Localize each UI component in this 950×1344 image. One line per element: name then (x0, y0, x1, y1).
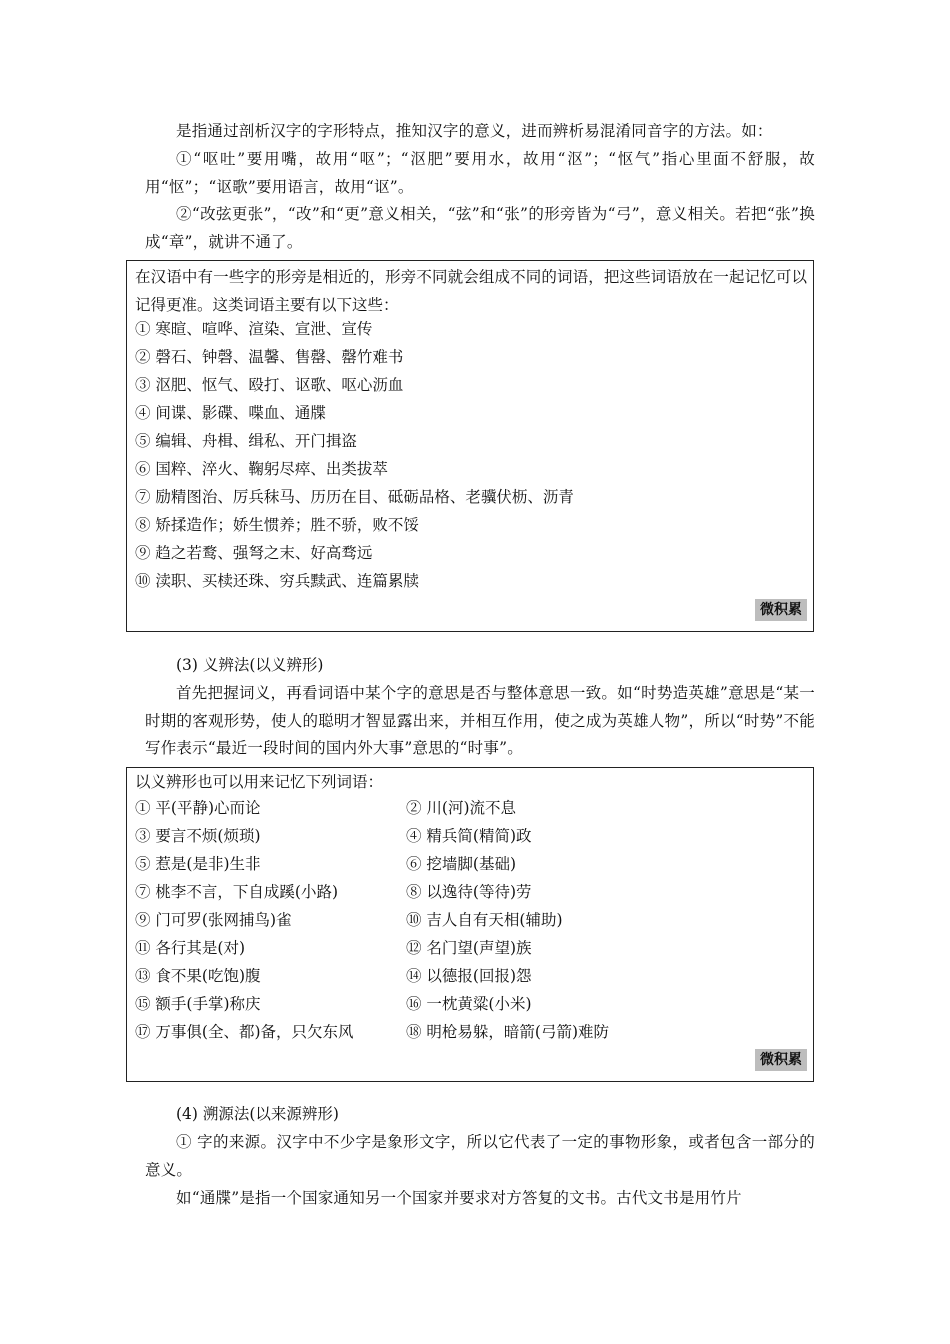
paragraph-origin-2: 如“通牒”是指一个国家通知另一个国家并要求对方答复的文书。古代文书是用竹片 (176, 1189, 742, 1207)
list-item: ⑤ 编辑、舟楫、缉私、开门揖盗 (135, 432, 357, 450)
list-item: ⑱ 明枪易躲，暗箭(弓箭)难防 (406, 1023, 610, 1041)
list-item: ⑯ 一枕黄粱(小米) (406, 995, 532, 1013)
paragraph-example-1: ①“呕吐”要用嘴，故用“呕”；“沤肥”要用水，故用“沤”；“怄气”指心里面不舒服，故用“怄”；“讴歌”要用语言，故用“讴”。 (145, 150, 815, 196)
list-item: ③ 沤肥、怄气、殴打、讴歌、呕心沥血 (135, 376, 404, 394)
accumulation-badge: 微积累 (755, 599, 807, 621)
list-item: ⑦ 桃李不言，下自成蹊(小路) (135, 883, 339, 901)
list-item: ⑮ 额手(手掌)称庆 (135, 995, 261, 1013)
box-intro: 以义辨形也可以用来记忆下列词语： (135, 773, 384, 791)
list-item: ⑭ 以德报(回报)怨 (406, 967, 532, 985)
list-item: ⑫ 名门望(声望)族 (406, 939, 532, 957)
list-item: ⑥ 挖墙脚(基础) (406, 855, 517, 873)
list-item: ⑥ 国粹、淬火、鞠躬尽瘁、出类拔萃 (135, 460, 388, 478)
section-heading-origin: (4) 溯源法(以来源辨形) (176, 1105, 339, 1123)
list-item: ⑧ 矫揉造作；娇生惯养；胜不骄，败不馁 (135, 516, 419, 534)
list-item: ① 寒暄、喧哗、渲染、宣泄、宣传 (135, 320, 373, 338)
list-item: ① 平(平静)心而论 (135, 799, 261, 817)
list-item: ⑰ 万事俱(全、都)备，只欠东风 (135, 1023, 354, 1041)
paragraph-origin-1: ① 字的来源。汉字中不少字是象形文字，所以它代表了一定的事物形象，或者包含一部分的意义。 (145, 1133, 815, 1179)
list-item: ② 川(河)流不息 (406, 799, 517, 817)
list-item: ⑬ 食不果(吃饱)腹 (135, 967, 261, 985)
list-item: ⑩ 吉人自有天相(辅助) (406, 911, 563, 929)
list-item: ⑧ 以逸待(等待)劳 (406, 883, 532, 901)
word-list-box-1 (126, 260, 814, 632)
list-item: ⑦ 励精图治、厉兵秣马、历历在目、砥砺品格、老骥伏枥、沥青 (135, 488, 574, 506)
list-item: ⑨ 门可罗(张网捕鸟)雀 (135, 911, 292, 929)
list-item: ⑪ 各行其是(对) (135, 939, 246, 957)
paragraph-method-definition: 是指通过剖析汉字的字形特点，推知汉字的意义，进而辨析易混淆同音字的方法。如： (176, 122, 773, 140)
list-item: ④ 间谍、影碟、喋血、通牒 (135, 404, 326, 422)
list-item: ⑨ 趋之若鹜、强弩之末、好高骛远 (135, 544, 373, 562)
list-item: ② 磬石、钟磬、温馨、售罄、罄竹难书 (135, 348, 404, 366)
word-list-box-2 (126, 767, 814, 1082)
accumulation-badge: 微积累 (755, 1049, 807, 1071)
paragraph-meaning-method: 首先把握词义，再看词语中某个字的意思是否与整体意思一致。如“时势造英雄”意思是“某一时期的客观形势，使人的聪明才智显露出来，并相互作用，使之成为英雄人物”，所以“时势”不能写作表示“最近一段时间的国内外大事”意思的“时事”。 (145, 684, 815, 757)
list-item: ⑤ 惹是(是非)生非 (135, 855, 261, 873)
list-item: ④ 精兵简(精简)政 (406, 827, 532, 845)
box-intro: 在汉语中有一些字的形旁是相近的，形旁不同就会组成不同的词语，把这些词语放在一起记忆可以记得更准。这类词语主要有以下这些： (135, 268, 807, 314)
paragraph-example-2: ②“改弦更张”，“改”和“更”意义相关，“弦”和“张”的形旁皆为“弓”，意义相关。若把“张”换成“章”，就讲不通了。 (145, 205, 815, 251)
section-heading-meaning: (3) 义辨法(以义辨形) (176, 656, 324, 674)
list-item: ③ 要言不烦(烦琐) (135, 827, 261, 845)
list-item: ⑩ 渎职、买椟还珠、穷兵黩武、连篇累牍 (135, 572, 419, 590)
